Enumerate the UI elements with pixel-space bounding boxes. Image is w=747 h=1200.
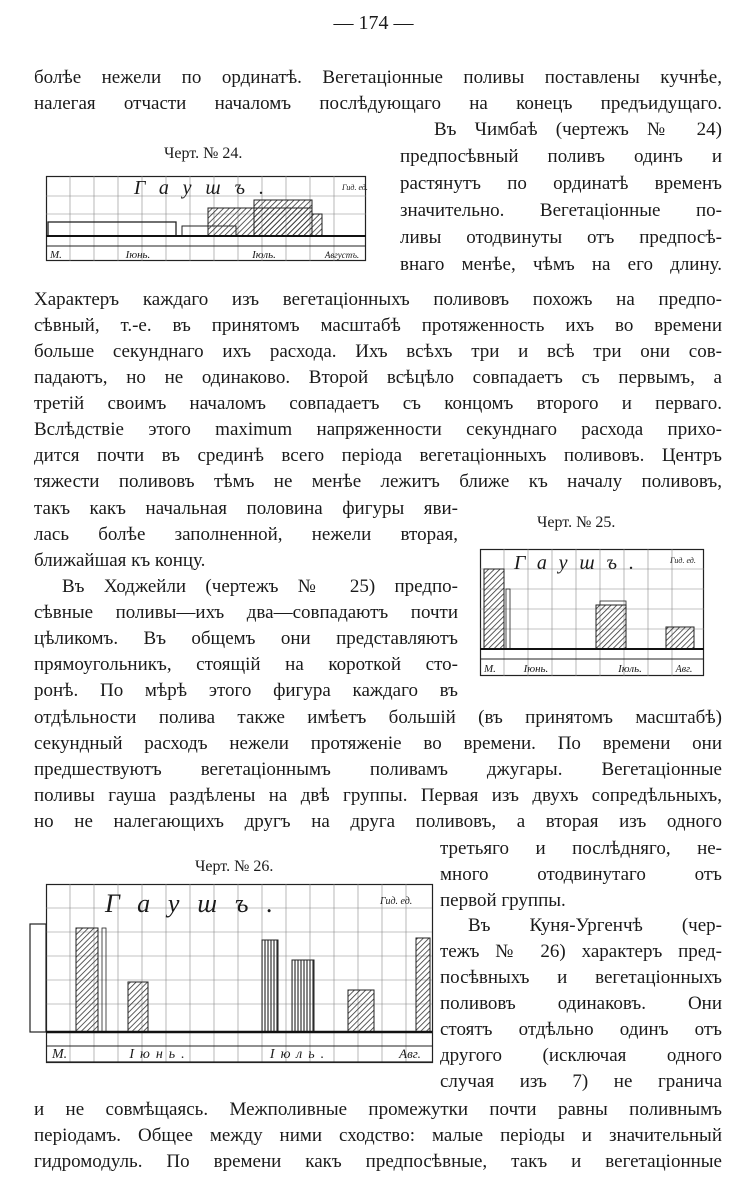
text-line: періодамъ. Общее между ними сходство: малые періоды и значительный: [34, 1125, 722, 1146]
text-line: отдѣльности полива также имѣетъ большій (въ принятомъ масштабѣ): [34, 707, 722, 728]
text-line: случая изъ 7) не гранича: [440, 1071, 722, 1092]
text-line: Въ Ходжейли (чертежъ № 25) предпо-: [62, 576, 458, 597]
text-line: третій своимъ началомъ совпадаетъ съ концомъ второго и перваго.: [34, 393, 722, 414]
figure-24-row-label: М.: [50, 249, 62, 261]
text-line: сѣвные поливы—ихъ два—совпадаютъ почти: [34, 602, 458, 623]
text-line: цѣликомъ. Въ общемъ они представляютъ: [34, 628, 458, 649]
figure-caption-25: Черт. № 25.: [537, 514, 616, 531]
text-line: Характеръ каждаго изъ вегетаціонныхъ поливовъ похожъ на предпо-: [34, 289, 722, 310]
figure-25-row-label: Авг.: [675, 664, 693, 675]
text-line: гидромодуль. По времени какъ предпосѣвные, такъ и вегетаціонные: [34, 1151, 722, 1172]
figure-25-title: Гаушъ.: [514, 552, 646, 574]
text-line: секундный расходъ нежели протяженіе во времени. По времени они: [34, 733, 722, 754]
figure-25-row-label: Іюнь.: [523, 663, 549, 675]
text-line: тежъ № 26) характеръ пред-: [440, 941, 722, 962]
text-line: сѣвный, т.-е. въ принятомъ масштабѣ протяженность ихъ во времени: [34, 315, 722, 336]
text-line: посѣвныхъ и вегетаціонныхъ: [440, 967, 722, 988]
figure-24-legend: Гид. ед.: [342, 183, 368, 192]
text-line: дится почти въ срединѣ всего періода вегетаціонныхъ поливовъ. Центръ: [34, 445, 722, 466]
text-line: значительно. Вегетаціонные по-: [400, 200, 722, 221]
text-line: ронѣ. По мѣрѣ этого фигура каждаго въ: [34, 680, 458, 701]
figure-caption-24: Черт. № 24.: [164, 145, 243, 162]
text-line: такъ какъ начальная половина фигуры яви-: [34, 498, 458, 519]
text-line: прямоугольникъ, стоящій на короткой сто-: [34, 654, 458, 675]
text-line: болѣе нежели по ординатѣ. Вегетаціонные поливы поставлены кучнѣе,: [34, 67, 722, 88]
text-line: тяжести поливовъ тѣмъ не менѣе лежитъ ближе къ началу поливовъ,: [34, 471, 722, 492]
figure-26-legend: Гид. ед.: [380, 896, 413, 907]
figure-26-row-label: Іюль.: [269, 1047, 331, 1062]
figure-26-row-label: Іюнь.: [129, 1047, 191, 1062]
figure-24-row-label: Іюль.: [252, 249, 276, 261]
figure-24-diagram: [46, 176, 366, 270]
text-line: Вслѣдствіе этого maximum напряженности секунднаго расхода прихо-: [34, 419, 722, 440]
text-line: поливы гауша раздѣлены на двѣ группы. Первая изъ двухъ сопредѣльныхъ,: [34, 785, 722, 806]
text-line: Въ Чимбаѣ (чертежъ № 24): [434, 119, 722, 140]
figure-26-row-label: М.: [52, 1047, 68, 1062]
text-line: поливовъ одинаковъ. Они: [440, 993, 722, 1014]
figure-25-row-label: Іюль.: [618, 663, 642, 675]
text-line: налегая отчасти началомъ послѣдующаго на конецъ предъидущаго.: [34, 93, 722, 114]
text-line: и не совмѣщаясь. Межполивные промежутки почти равны поливнымъ: [34, 1099, 722, 1120]
text-line: ливы отодвинуты отъ предпосѣ-: [400, 227, 722, 248]
text-line: первой группы.: [440, 890, 566, 911]
figure-24-title: Гаушъ.: [134, 177, 278, 199]
figure-25-row-label: М.: [484, 663, 496, 675]
figure-26-title: Гаушъ.: [105, 889, 291, 918]
figure-24-row-label: Августъ.: [324, 250, 360, 260]
text-line: Въ Куня-Ургенчѣ (чер-: [468, 915, 722, 936]
text-line: много отодвинутаго отъ: [440, 864, 722, 885]
figure-26-row-label: Авг.: [399, 1046, 421, 1061]
text-line: третьяго и послѣдняго, не-: [440, 838, 722, 859]
page-number: — 174 —: [333, 12, 414, 34]
text-line: предшествуютъ вегетаціоннымъ поливамъ джугары. Вегетаціонные: [34, 759, 722, 780]
figure-24-row-label: Іюнь.: [125, 249, 151, 261]
text-line: стоятъ отдѣльно одинъ отъ: [440, 1019, 722, 1040]
text-line: внаго менѣе, чѣмъ на его длину.: [400, 254, 722, 275]
text-line: больше секунднаго ихъ расхода. Ихъ всѣхъ три и всѣ три они сов-: [34, 341, 722, 362]
text-line: другого (исключая одного: [440, 1045, 722, 1066]
text-line: лась болѣе заполненной, нежели вторая,: [34, 524, 458, 545]
figure-26-diagram: [30, 884, 434, 1064]
figure-25-diagram: [480, 549, 704, 679]
text-line: растянутъ по ординатѣ временъ: [400, 173, 722, 194]
text-line: падаютъ, но не одинаково. Второй всѣцѣло совпадаетъ съ первымъ, а: [34, 367, 722, 388]
text-line: предпосѣвный поливъ одинъ и: [400, 146, 722, 167]
figure-caption-26: Черт. № 26.: [195, 858, 274, 875]
text-line: но не налегающихъ другъ на друга поливовъ, а вторая изъ одного: [34, 811, 722, 832]
text-line: ближайшая къ концу.: [34, 550, 206, 571]
figure-25-legend: Гид. ед.: [670, 556, 696, 565]
